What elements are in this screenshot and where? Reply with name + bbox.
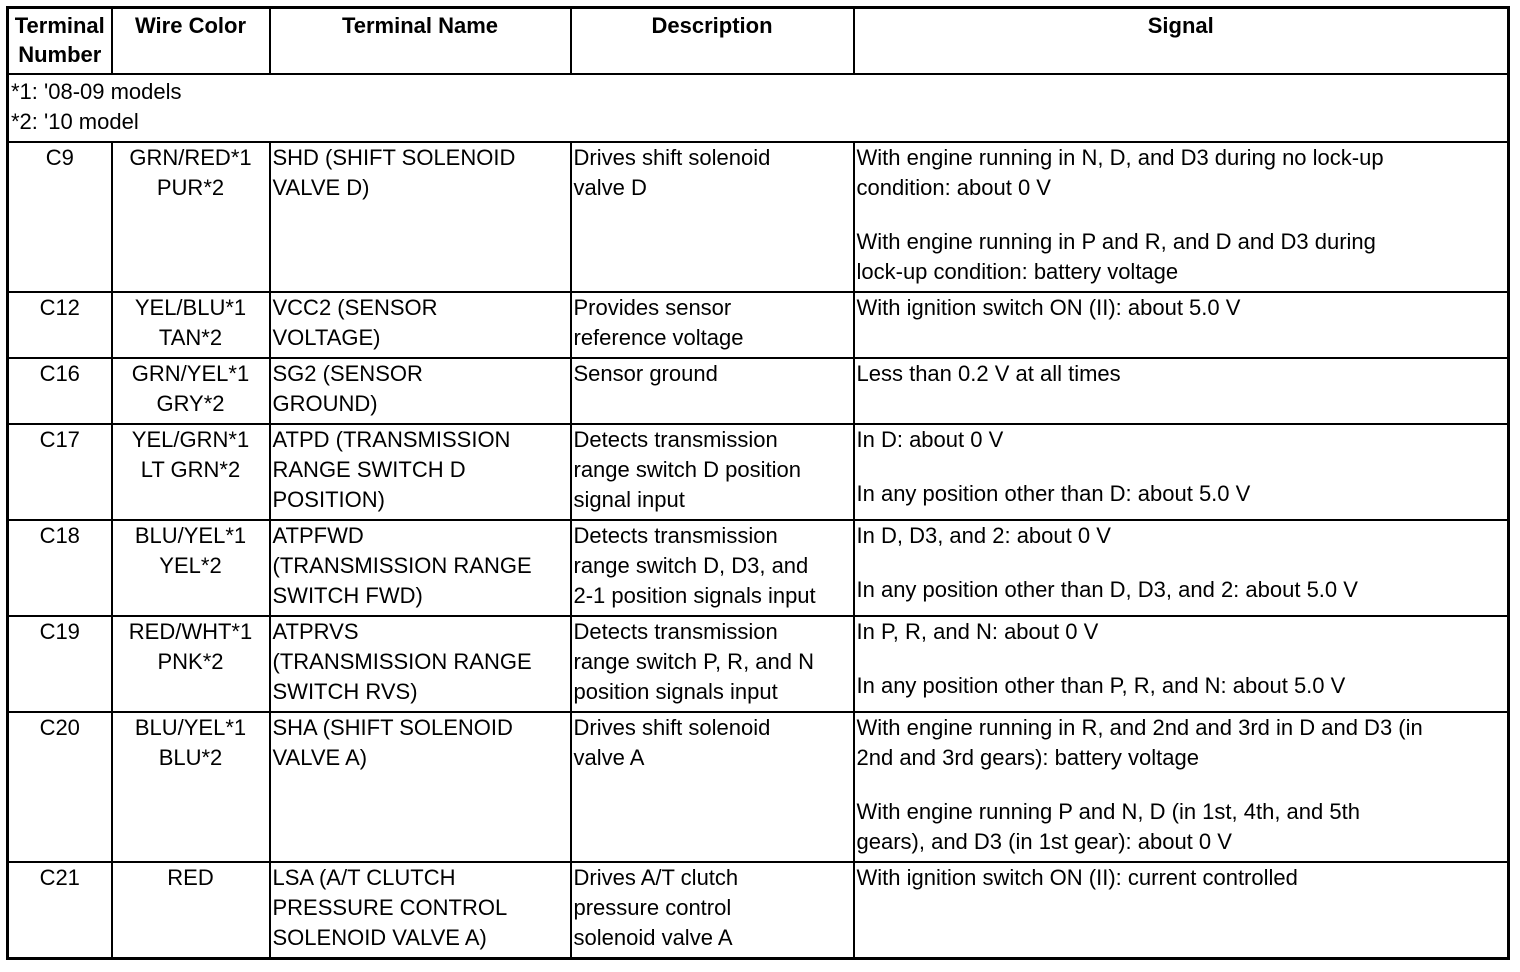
signal-cell [854, 862, 1509, 959]
terminal-table [6, 6, 1510, 960]
note-2: *2: '10 model [11, 109, 139, 134]
signal-condition: In D, D3, and 2: about 0 V [856, 523, 1111, 548]
signal-cell [854, 616, 1509, 712]
wire-color-cell [112, 142, 270, 292]
terminal-number-cell: C12 [8, 292, 112, 358]
signal-condition: With engine running P and N, D (in 1st, 4th, and 5th gears), and D3 (in 1st gear): about 0 V [856, 799, 1360, 854]
wire-color-cell [112, 424, 270, 520]
table-row [8, 616, 1509, 712]
wire-color-cell [112, 862, 270, 959]
header-terminal-name: Terminal Name [270, 8, 571, 75]
terminal-name-cell: LSA (A/T CLUTCH PRESSURE CONTROL SOLENOID VALVE A) [270, 862, 571, 959]
wire-color-value: YEL/GRN*1 [131, 427, 250, 452]
signal-condition: With engine running in N, D, and D3 during no lock-up condition: about 0 V [856, 145, 1384, 200]
signal-condition: In any position other than P, R, and N: about 5.0 V [856, 673, 1346, 698]
signal-cell [854, 142, 1509, 292]
description-cell: Detects transmission range switch P, R, and N position signals input [571, 616, 854, 712]
terminal-number-cell: C16 [8, 358, 112, 424]
signal-cell [854, 424, 1509, 520]
signal-condition: Less than 0.2 V at all times [856, 361, 1121, 386]
model-notes [8, 74, 1509, 142]
header-description: Description [571, 8, 854, 75]
terminal-name-cell: ATPRVS (TRANSMISSION RANGE SWITCH RVS) [270, 616, 571, 712]
description-cell: Sensor ground [571, 358, 854, 424]
terminal-number-cell: C9 [8, 142, 112, 292]
header-wire-color: Wire Color [112, 8, 270, 75]
wire-color-value: PUR*2 [156, 175, 225, 200]
wire-color-value: TAN*2 [158, 325, 223, 350]
signal-condition: In P, R, and N: about 0 V [856, 619, 1099, 644]
wire-color-value: GRN/YEL*1 [131, 361, 250, 386]
terminal-name-cell: SHA (SHIFT SOLENOID VALVE A) [270, 712, 571, 862]
terminal-name-cell: VCC2 (SENSOR VOLTAGE) [270, 292, 571, 358]
wire-color-value: BLU/YEL*1 [134, 523, 247, 548]
wire-color-value: RED [167, 865, 214, 890]
table-row [8, 142, 1509, 292]
terminal-name-cell: SHD (SHIFT SOLENOID VALVE D) [270, 142, 571, 292]
note-1: *1: '08-09 models [11, 79, 182, 104]
wire-color-value: YEL*2 [159, 553, 222, 578]
signal-condition: In D: about 0 V [856, 427, 1004, 452]
description-cell: Provides sensor reference voltage [571, 292, 854, 358]
signal-cell [854, 358, 1509, 424]
signal-cell [854, 520, 1509, 616]
terminal-name-cell: SG2 (SENSOR GROUND) [270, 358, 571, 424]
header-terminal-number: Terminal Number [8, 8, 112, 75]
notes-row [8, 74, 1509, 142]
header-row [8, 8, 1509, 75]
table-row [8, 862, 1509, 959]
table-row [8, 424, 1509, 520]
wire-color-value: PNK*2 [157, 649, 224, 674]
table-row [8, 712, 1509, 862]
wire-color-value: YEL/BLU*1 [134, 295, 247, 320]
wire-color-value: BLU/YEL*1 [134, 715, 247, 740]
signal-cell [854, 712, 1509, 862]
description-cell: Drives A/T clutch pressure control solenoid valve A [571, 862, 854, 959]
description-cell: Drives shift solenoid valve A [571, 712, 854, 862]
table-row [8, 358, 1509, 424]
signal-condition: With ignition switch ON (II): about 5.0 V [856, 295, 1241, 320]
header-signal: Signal [854, 8, 1509, 75]
wire-color-value: GRY*2 [156, 391, 225, 416]
signal-condition: With engine running in P and R, and D and D3 during lock-up condition: battery voltage [856, 229, 1376, 284]
terminal-name-cell: ATPFWD (TRANSMISSION RANGE SWITCH FWD) [270, 520, 571, 616]
terminal-name-cell: ATPD (TRANSMISSION RANGE SWITCH D POSITION) [270, 424, 571, 520]
wire-color-value: BLU*2 [158, 745, 223, 770]
wire-color-cell [112, 292, 270, 358]
description-cell: Detects transmission range switch D position signal input [571, 424, 854, 520]
wire-color-value: GRN/RED*1 [129, 145, 252, 170]
wire-color-cell [112, 616, 270, 712]
wire-color-value: LT GRN*2 [140, 457, 241, 482]
terminal-number-cell: C19 [8, 616, 112, 712]
terminal-number-cell: C20 [8, 712, 112, 862]
wire-color-cell [112, 520, 270, 616]
wire-color-cell [112, 358, 270, 424]
table-row [8, 292, 1509, 358]
description-cell: Detects transmission range switch D, D3, and 2-1 position signals input [571, 520, 854, 616]
terminal-number-cell: C21 [8, 862, 112, 959]
signal-cell [854, 292, 1509, 358]
signal-condition: With ignition switch ON (II): current controlled [856, 865, 1298, 890]
terminal-number-cell: C18 [8, 520, 112, 616]
signal-condition: With engine running in R, and 2nd and 3rd in D and D3 (in 2nd and 3rd gears): battery voltage [856, 715, 1423, 770]
table-row [8, 520, 1509, 616]
wire-color-cell [112, 712, 270, 862]
description-cell: Drives shift solenoid valve D [571, 142, 854, 292]
signal-condition: In any position other than D, D3, and 2: about 5.0 V [856, 577, 1358, 602]
terminal-number-cell: C17 [8, 424, 112, 520]
wire-color-value: RED/WHT*1 [128, 619, 253, 644]
signal-condition: In any position other than D: about 5.0 V [856, 481, 1251, 506]
